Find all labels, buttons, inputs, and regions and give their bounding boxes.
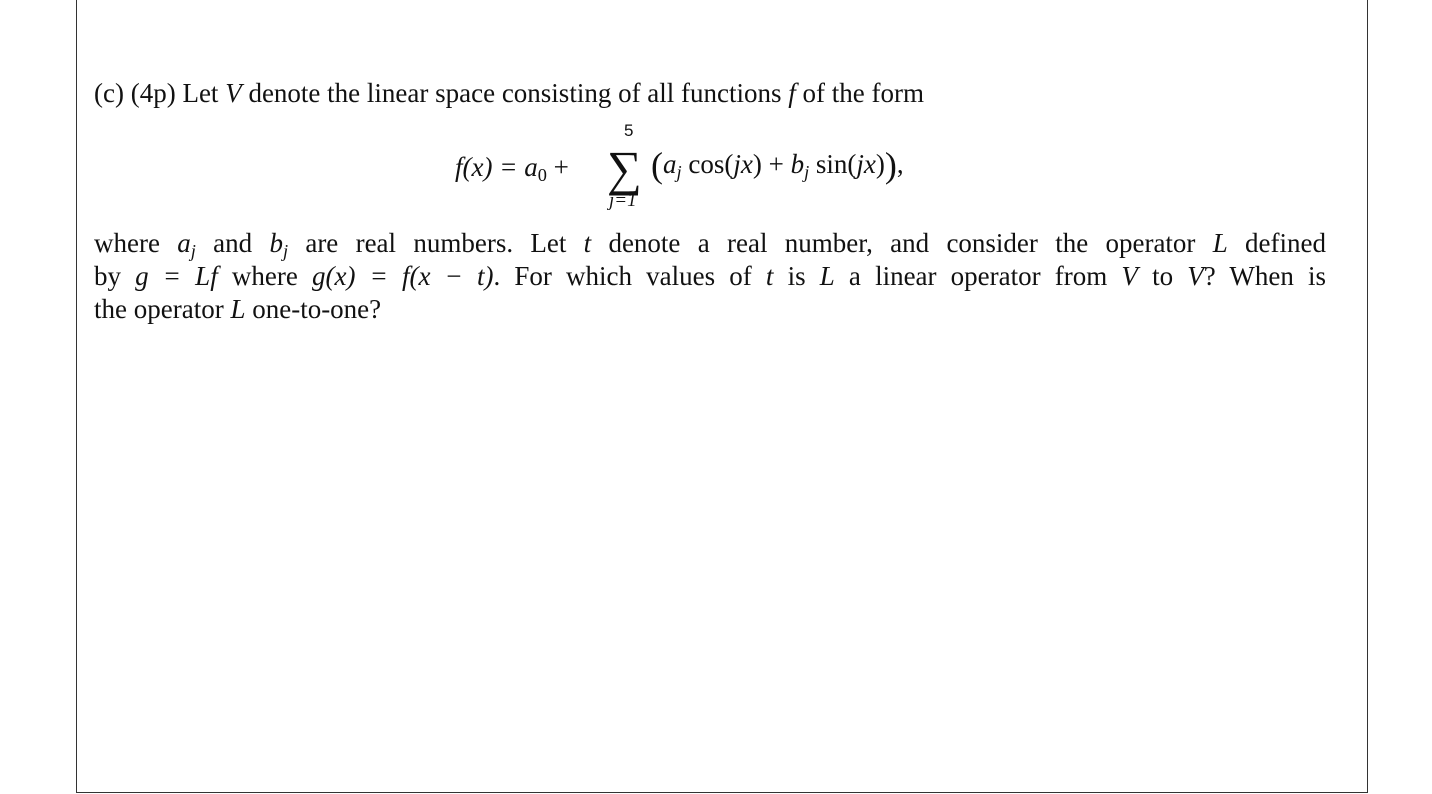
- summand-jx-2: jx: [856, 149, 876, 179]
- variable-t-second: t: [765, 261, 774, 291]
- operator-consider-text: denote a real number, and consider the operator: [591, 228, 1213, 258]
- summand-close-2: ): [875, 149, 885, 179]
- coefficient-b: b: [269, 228, 283, 258]
- and-text: and: [195, 228, 270, 258]
- operator-L-first: L: [1212, 228, 1228, 258]
- summand-open-paren: (: [651, 145, 663, 185]
- question-line-3: [94, 293, 1326, 326]
- operator-definition: g = Lf: [135, 261, 218, 291]
- formula-left-side: [455, 152, 569, 186]
- summand-sin: sin(: [809, 149, 857, 179]
- formula-summand: [651, 147, 904, 183]
- defined-text: defined: [1227, 228, 1327, 258]
- operator-L-second: L: [819, 261, 835, 291]
- summand-close-1: ) +: [752, 149, 791, 179]
- to-text: to: [1137, 261, 1188, 291]
- summand-cos: cos(: [681, 149, 734, 179]
- by-text: by: [94, 261, 136, 291]
- is-text: is: [773, 261, 820, 291]
- real-numbers-text: are real numbers. Let: [288, 228, 584, 258]
- variable-f: f: [788, 78, 796, 108]
- summation-sign: [606, 118, 650, 213]
- formula-lhs: f(x) = a: [455, 152, 538, 182]
- coefficient-a: a: [177, 228, 191, 258]
- question-values-text: . For which values of: [493, 261, 766, 291]
- variable-V: V: [225, 78, 242, 108]
- sigma-symbol: ∑: [607, 141, 642, 196]
- formula-plus: +: [546, 152, 569, 182]
- intro-part-3: of the form: [795, 78, 925, 108]
- one-to-one-text: one-to-one?: [245, 294, 382, 324]
- summand-a-subscript: j: [676, 162, 682, 183]
- summation-upper-limit: 5: [624, 121, 634, 140]
- linear-operator-text: a linear operator from: [834, 261, 1122, 291]
- problem-question: [94, 227, 1326, 326]
- when-is-text: ? When is: [1203, 261, 1327, 291]
- coefficient-b-subscript: j: [282, 241, 289, 262]
- translation-formula: g(x) = f(x − t): [311, 261, 494, 291]
- variable-t-first: t: [583, 228, 592, 258]
- space-V-third: V: [1187, 261, 1204, 291]
- second-where-text: where: [217, 261, 312, 291]
- space-V-second: V: [1121, 261, 1138, 291]
- a0-subscript: 0: [537, 165, 547, 186]
- formula-comma: ,: [896, 149, 904, 179]
- summand-b: b: [790, 149, 805, 179]
- intro-part-1: (c) (4p) Let: [94, 78, 226, 108]
- where-text: where: [94, 228, 178, 258]
- intro-part-2: denote the linear space consisting of all functions: [241, 78, 789, 108]
- question-line-1: [94, 227, 1326, 260]
- problem-intro-line: [94, 80, 924, 107]
- summand-jx-1: jx: [733, 149, 753, 179]
- question-line-2: [94, 260, 1326, 293]
- summand-close-paren: ): [884, 145, 897, 185]
- summand-b-subscript: j: [804, 162, 810, 183]
- summation-lower-limit: j=1: [609, 190, 637, 211]
- summand-a: a: [663, 149, 677, 179]
- function-formula: [455, 118, 975, 213]
- operator-L-third: L: [230, 294, 246, 324]
- operator-text: the operator: [94, 294, 231, 324]
- coefficient-a-subscript: j: [190, 241, 196, 262]
